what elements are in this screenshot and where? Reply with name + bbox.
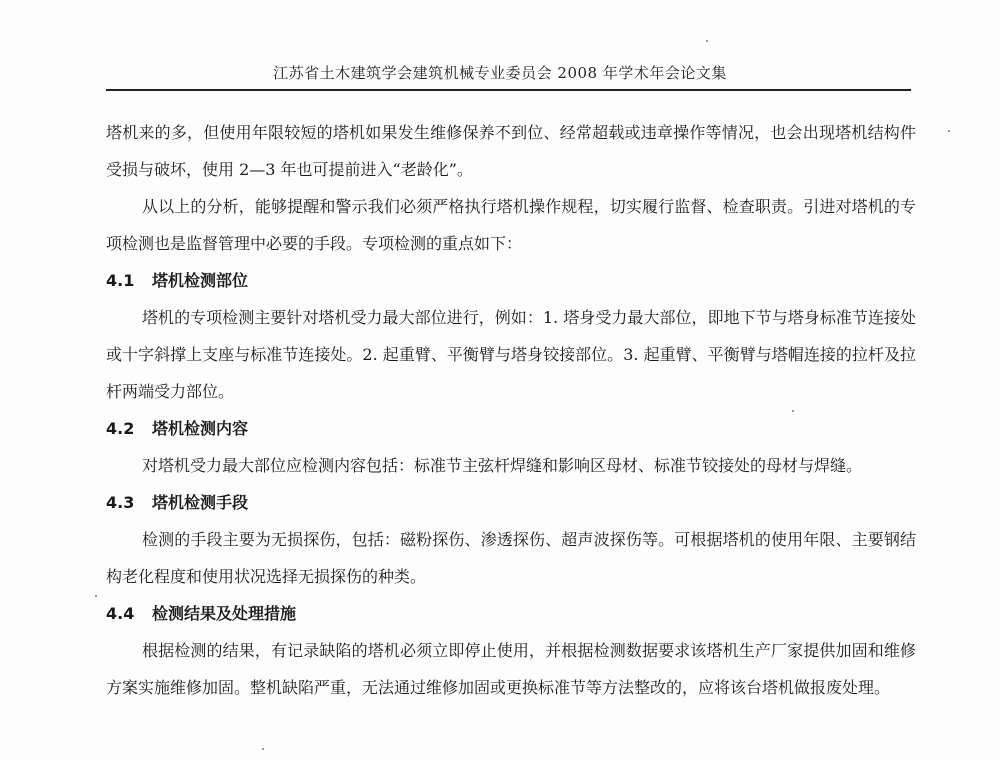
section-number: 4.2 [106, 419, 135, 438]
section-title: 塔机检测内容 [152, 419, 249, 438]
intro-paragraph-2: 从以上的分析，能够提醒和警示我们必须严格执行塔机操作规程，切实履行监督、检查职责。引进对塔机的专项检测也是监督管理中必要的手段。专项检测的重点如下： [106, 197, 916, 253]
section-heading-4-3 [106, 484, 916, 521]
header-rule [106, 89, 911, 91]
section-title: 塔机检测手段 [152, 493, 249, 512]
section-paragraph-4-2: 对塔机受力最大部位应检测内容包括：标准节主弦杆焊缝和影响区母材、标准节铰接处的母材与焊缝。 [142, 456, 863, 475]
section-title: 塔机检测部位 [152, 271, 249, 290]
section-paragraph-4-3: 检测的手段主要为无损探伤，包括：磁粉探伤、渗透探伤、超声波探伤等。可根据塔机的使用年限、主要钢结构老化程度和使用状况选择无损探伤的种类。 [106, 530, 916, 586]
scan-speck [792, 410, 794, 412]
scan-speck [95, 595, 97, 597]
section-number: 4.3 [106, 493, 135, 512]
scan-speck [706, 40, 708, 42]
running-header: 江苏省土木建筑学会建筑机械专业委员会 2008 年学术年会论文集 [273, 64, 727, 82]
section-heading-4-1 [106, 262, 916, 299]
section-number: 4.4 [106, 604, 135, 623]
intro-paragraph-1: 塔机来的多，但使用年限较短的塔机如果发生维修保养不到位、经常超载或违章操作等情况，也会出现塔机结构件受损与破坏，使用 2—3 年也可提前进入“老龄化”。 [106, 123, 916, 179]
scan-speck [262, 748, 264, 750]
section-paragraph-4-1: 塔机的专项检测主要针对塔机受力最大部位进行，例如：1. 塔身受力最大部位，即地下节与塔身标准节连接处或十字斜撑上支座与标准节连接处。2. 起重臂、平衡臂与塔身铰接部位。3. 起重臂、平衡臂与塔帽连接的拉杆及拉杆两端受力部位。 [106, 308, 916, 401]
section-title: 检测结果及处理措施 [152, 604, 297, 623]
section-heading-4-2 [106, 410, 916, 447]
section-heading-4-4 [106, 595, 916, 632]
scan-speck [948, 130, 950, 132]
section-number: 4.1 [106, 271, 135, 290]
section-paragraph-4-4: 根据检测的结果，有记录缺陷的塔机必须立即停止使用，并根据检测数据要求该塔机生产厂家提供加固和维修方案实施维修加固。整机缺陷严重，无法通过维修加固或更换标准节等方法整改的，应将该台塔机做报废处理。 [106, 641, 916, 697]
body-text [106, 114, 916, 706]
